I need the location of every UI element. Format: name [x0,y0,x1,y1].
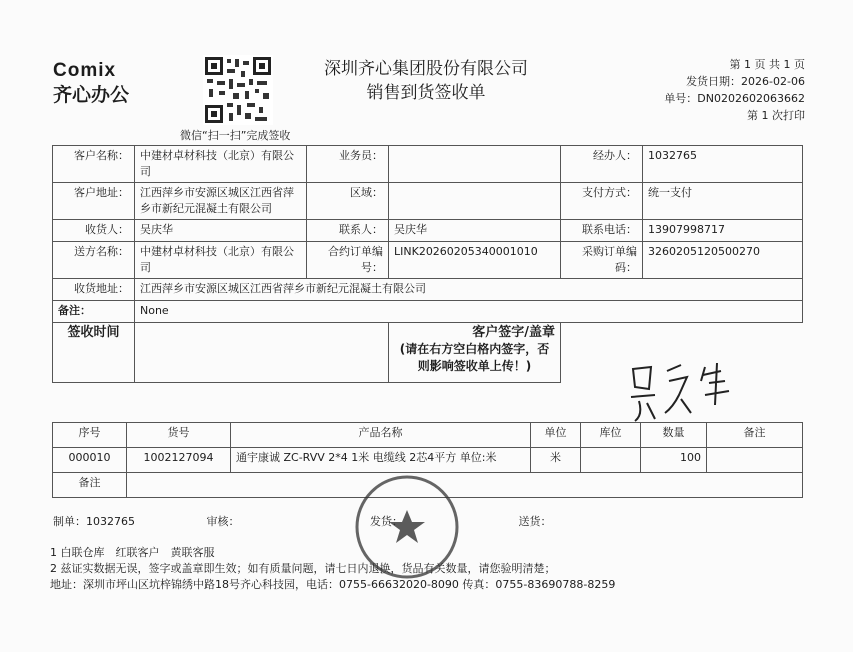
logo-en: Comix [53,60,117,81]
delivery-address-label: 收货地址： [53,279,135,301]
print-count: 第 1 次打印 [747,109,805,122]
contract-value: LINK20260205340001010 [389,242,561,279]
sign-instruction [389,323,561,383]
sales-label: 业务员： [307,146,389,183]
footer-notes [50,545,615,593]
document-title [306,57,546,105]
col-header: 数量 [641,423,707,448]
item-quantity: 100 [641,448,707,473]
items-remark-label: 备注 [53,473,127,498]
phone-value: 13907998717 [643,220,803,242]
items-header-row [53,423,803,448]
company-seal-icon [352,472,462,582]
page-info: 第 1 页 共 1 页 [729,58,805,71]
col-header: 单位 [531,423,581,448]
comix-logo [53,60,129,107]
sales-value [389,146,561,183]
sign-note: (请在右方空白格内签字，否则影响签收单上传！) [399,342,550,373]
payment-label: 支付方式： [561,183,643,220]
item-remark [707,448,803,473]
shipper: 发货： [370,515,403,528]
po-label: 采购订单编码： [561,242,643,279]
address-value: 江西萍乡市安源区城区江西省萍乡市新纪元混凝土有限公司 [135,183,307,220]
receiver-value: 吴庆华 [135,220,307,242]
handler-label: 经办人： [561,146,643,183]
col-header: 货号 [127,423,231,448]
sign-label: 客户签字/盖章 [472,325,555,340]
doc-meta [664,56,805,124]
col-header: 产品名称 [231,423,531,448]
contact-value: 吴庆华 [389,220,561,242]
payment-value: 统一支付 [643,183,803,220]
doc-title: 销售到货签收单 [366,83,486,103]
handler-value: 1032765 [643,146,803,183]
sign-time-label: 签收时间 [53,323,135,383]
order-number: 单号：DN0202602063662 [664,92,805,105]
note-copies: 1 白联仓库 红联客户 黄联客服 [50,546,215,559]
region-label: 区域： [307,183,389,220]
deliver: 送货： [518,515,552,528]
table-row [53,448,803,473]
remark-value: None [135,301,803,323]
customer-value: 中建材卓材科技（北京）有限公司 [135,146,307,183]
ship-to-value: 中建材卓材科技（北京）有限公司 [135,242,307,279]
review: 审核： [206,515,240,528]
signoff-line [53,513,619,529]
remark-label: 备注： [53,301,135,323]
region-value [389,183,561,220]
note-terms: 2 兹证实数据无误，签字或盖章即生效；如有质量问题，请七日内退换，货品有关数量，请您验明清楚； [50,562,556,575]
customer-info-table [52,145,803,383]
company-address: 地址：深圳市坪山区坑梓锦绣中路18号齐心科技园，电话：0755-66632020-8090 传真：0755-83690788-8259 [50,578,616,591]
address-label: 客户地址： [53,183,135,220]
item-unit: 米 [531,448,581,473]
item-name: 通宇康诚 ZC-RVV 2*4 1米 电缆线 2芯4平方 单位:米 [231,448,531,473]
sign-time-field[interactable] [135,323,389,383]
qr-code-icon [203,55,273,125]
company-name: 深圳齐心集团股份有限公司 [324,59,528,79]
item-seq: 000010 [53,448,127,473]
contract-label: 合约订单编号： [307,242,389,279]
phone-label: 联系电话： [561,220,643,242]
logo-cn: 齐心办公 [53,84,130,106]
col-header: 序号 [53,423,127,448]
ship-date: 发货日期：2026-02-06 [686,75,805,88]
item-location [581,448,641,473]
handwritten-signature-icon [625,355,745,425]
customer-label: 客户名称： [53,146,135,183]
receiver-label: 收货人： [53,220,135,242]
qr-caption: 微信“扫一扫”完成签收 [180,129,291,142]
item-code: 1002127094 [127,448,231,473]
col-header: 库位 [581,423,641,448]
contact-label: 联系人： [307,220,389,242]
delivery-address-value: 江西萍乡市安源区城区江西省萍乡市新纪元混凝土有限公司 [135,279,803,301]
maker: 制单：1032765 [53,515,135,528]
col-header: 备注 [707,423,803,448]
items-remark-value [127,473,803,498]
ship-to-label: 送方名称： [53,242,135,279]
po-value: 3260205120500270 [643,242,803,279]
